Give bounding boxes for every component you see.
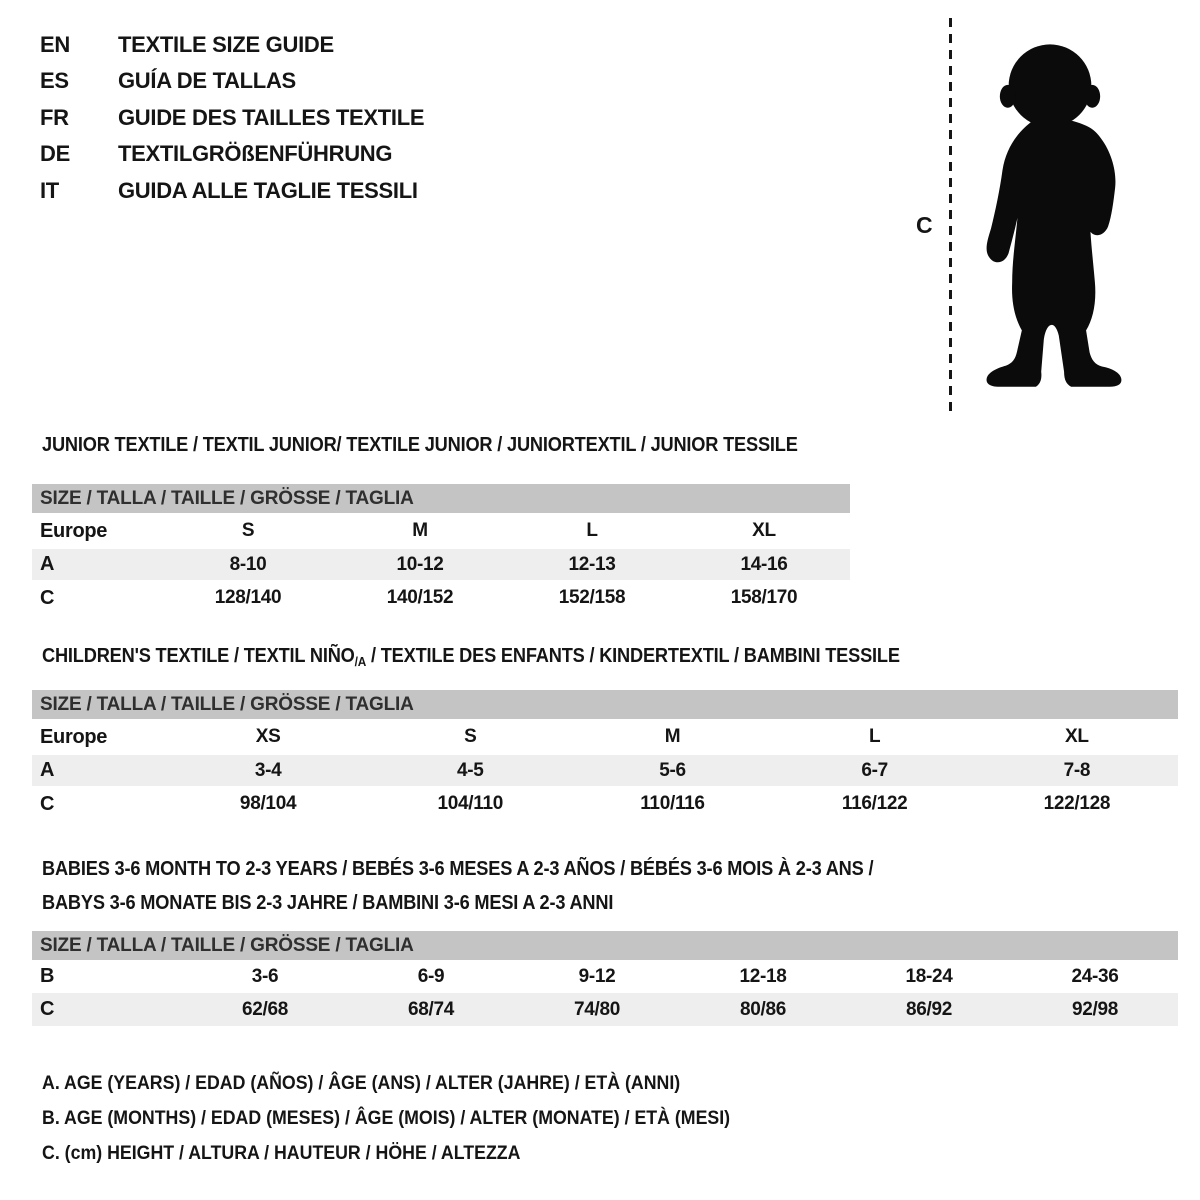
lang-code: DE: [40, 141, 70, 167]
table-cell: 18-24: [905, 965, 953, 987]
children-section-heading: [42, 645, 985, 669]
lang-code: IT: [40, 177, 59, 203]
col-header: XL: [1065, 726, 1089, 747]
footnote-b: [42, 1101, 798, 1136]
footnote-c: [42, 1136, 798, 1171]
table-cell: 7-8: [976, 755, 1178, 786]
table-cell: 14-16: [678, 549, 850, 580]
row-label: A: [32, 549, 162, 580]
lang-title: GUÍA DE TALLAS: [118, 68, 296, 94]
row-label: C: [40, 586, 55, 609]
babies-heading-line1: BABIES 3-6 MONTH TO 2-3 YEARS / BEBÉS 3-6 MESES A 2-3 AÑOS / BÉBÉS 3-6 MOIS À 2-3 ANS /: [42, 858, 874, 880]
table-cell: 68/74: [348, 993, 514, 1026]
table-cell: 10-12: [334, 549, 506, 580]
children-heading-prefix: CHILDREN'S TEXTILE / TEXTIL NIÑO: [42, 645, 355, 667]
lang-title: GUIDE DES TAILLES TEXTILE: [118, 104, 425, 130]
lang-code: EN: [40, 32, 70, 57]
size-band: SIZE / TALLA / TAILLE / GRÖSSE / TAGLIA: [32, 484, 850, 513]
col-header: XL: [752, 520, 776, 541]
babies-row-b: [32, 960, 1178, 993]
table-cell: 92/98: [1012, 993, 1178, 1026]
footnote-a: [42, 1066, 798, 1101]
babies-section-heading: [42, 852, 956, 920]
lang-code: ES: [40, 68, 69, 94]
junior-row-c: [32, 580, 850, 616]
table-cell: 4-5: [369, 755, 571, 786]
row-label: Europe: [40, 519, 108, 542]
col-header: S: [241, 520, 255, 541]
children-columns-row: [32, 719, 1178, 755]
col-header: XS: [255, 726, 281, 747]
table-cell: 6-7: [774, 755, 976, 786]
lang-row-en: [40, 27, 424, 63]
table-cell: 86/92: [846, 993, 1012, 1026]
table-cell: 128/140: [214, 587, 282, 608]
table-cell: 80/86: [680, 993, 846, 1026]
lang-code: FR: [40, 104, 69, 130]
col-header: M: [412, 520, 428, 541]
junior-size-table: [32, 484, 850, 616]
table-cell: 12-18: [739, 965, 787, 987]
table-cell: 8-10: [162, 549, 334, 580]
table-cell: 158/170: [730, 587, 798, 608]
language-legend: [40, 27, 424, 209]
lang-row-de: [40, 136, 424, 172]
table-cell: 12-13: [506, 549, 678, 580]
table-cell: 110/116: [640, 793, 705, 814]
table-cell: 98/104: [239, 793, 297, 814]
lang-title: TEXTILE SIZE GUIDE: [118, 32, 334, 57]
lang-title: GUIDA ALLE TAGLIE TESSILI: [118, 177, 418, 203]
footnote-a-text: A. AGE (YEARS) / EDAD (AÑOS) / ÂGE (ANS) / ALTER (JAHRE) / ETÀ (ANNI): [42, 1072, 681, 1094]
lang-row-it: [40, 173, 424, 209]
children-row-c: [32, 786, 1178, 822]
size-band: SIZE / TALLA / TAILLE / GRÖSSE / TAGLIA: [32, 690, 1178, 719]
table-cell: 152/158: [558, 587, 626, 608]
lang-row-es: [40, 63, 424, 99]
lang-title: TEXTILGRÖßENFÜHRUNG: [118, 141, 393, 167]
table-cell: 104/110: [437, 793, 504, 814]
footnotes: [42, 1066, 798, 1171]
table-cell: 122/128: [1043, 793, 1111, 814]
babies-heading-line2: BABYS 3-6 MONATE BIS 2-3 JAHRE / BAMBINI 3-6 MESI A 2-3 ANNI: [42, 892, 614, 914]
table-cell: 62/68: [182, 993, 348, 1026]
junior-section-heading: [42, 434, 872, 457]
children-row-a: [32, 755, 1178, 786]
table-cell: 74/80: [514, 993, 680, 1026]
row-label: B: [40, 965, 55, 987]
junior-row-a: [32, 549, 850, 580]
children-heading-suffix: / TEXTILE DES ENFANTS / KINDERTEXTIL / BAMBINI TESSILE: [366, 645, 900, 667]
footnote-c-text: C. (cm) HEIGHT / ALTURA / HAUTEUR / HÖHE / ALTEZZA: [42, 1142, 521, 1164]
table-cell: 116/122: [841, 793, 908, 814]
row-label: A: [32, 755, 167, 786]
babies-size-table: [32, 931, 1178, 1026]
table-cell: 24-36: [1071, 965, 1119, 987]
col-header: L: [586, 520, 598, 541]
col-header: S: [464, 726, 477, 747]
height-measure-dashed-line: [949, 18, 952, 416]
lang-row-fr: [40, 100, 424, 136]
size-band: SIZE / TALLA / TAILLE / GRÖSSE / TAGLIA: [32, 931, 1178, 960]
babies-row-c: [32, 993, 1178, 1026]
footnote-b-text: B. AGE (MONTHS) / EDAD (MESES) / ÂGE (MOIS) / ALTER (MONATE) / ETÀ (MESI): [42, 1107, 731, 1129]
row-label: C: [40, 792, 55, 815]
baby-silhouette-icon: [962, 17, 1138, 415]
table-cell: 3-4: [167, 755, 369, 786]
row-label: C: [32, 993, 182, 1026]
table-cell: 6-9: [417, 965, 445, 987]
row-label: Europe: [40, 725, 108, 748]
table-cell: 140/152: [386, 587, 454, 608]
children-size-table: [32, 690, 1178, 822]
junior-heading-text: JUNIOR TEXTILE / TEXTIL JUNIOR/ TEXTILE JUNIOR / JUNIORTEXTIL / JUNIOR TESSILE: [42, 434, 798, 456]
table-cell: 3-6: [251, 965, 279, 987]
children-heading-text: [42, 645, 900, 669]
junior-columns-row: [32, 513, 850, 549]
col-header: M: [664, 726, 681, 747]
table-cell: 9-12: [578, 965, 616, 987]
col-header: L: [869, 726, 881, 747]
children-heading-sub: /A: [354, 654, 367, 669]
height-measure-label: C: [916, 212, 933, 238]
table-cell: 5-6: [571, 755, 773, 786]
